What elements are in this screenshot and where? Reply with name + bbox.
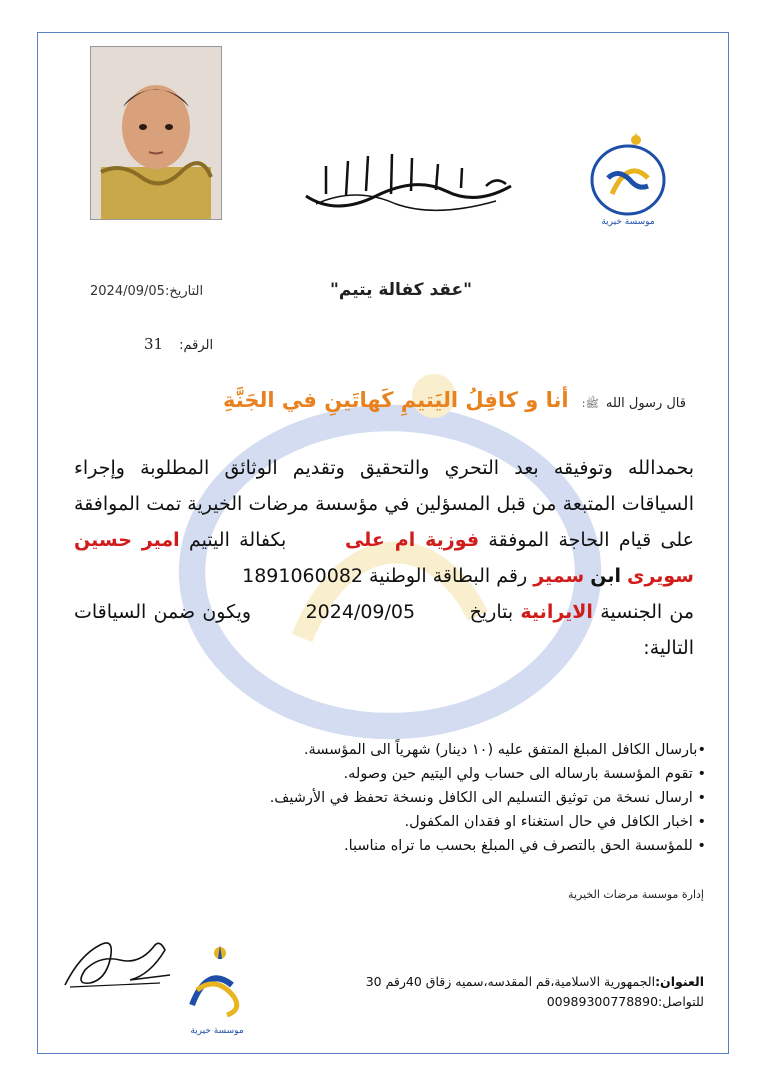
- contract-body: [74, 450, 694, 666]
- address-label: العنوان:: [655, 974, 704, 989]
- orphan-photo: [90, 46, 222, 220]
- conditions-list: [86, 738, 706, 858]
- number-label: الرقم:: [179, 338, 214, 353]
- salutation-icon: ﷺ:: [581, 397, 599, 410]
- sponsorship-date: 2024/09/05: [305, 601, 416, 623]
- condition-item: • تقوم المؤسسة بارساله الى حساب ولي اليتيم حين وصوله.: [343, 766, 706, 782]
- father-name: سمير: [533, 565, 585, 587]
- number-value: 31: [144, 335, 164, 353]
- hadith-prefix: قال رسول الله: [605, 396, 686, 411]
- address-value: الجمهورية الاسلامية،قم المقدسه،سميه زقاق 40رقم 30: [365, 974, 656, 989]
- orphan-name: امير حسين سويرى: [74, 529, 694, 587]
- id-number: 1891060082: [242, 565, 363, 587]
- contract-number: [144, 335, 213, 353]
- nationality: الايرانية: [520, 601, 593, 623]
- date-value: 2024/09/05: [90, 284, 165, 299]
- address-line: [366, 972, 704, 992]
- phone-number: 00989300778890: [546, 994, 659, 1009]
- admin-signature-label: إدارة موسسة مرضات الخيرية: [568, 888, 704, 901]
- signature: [60, 925, 175, 1005]
- date-label: التاريخ:: [164, 284, 204, 299]
- basmala-calligraphy: [296, 146, 521, 218]
- charity-logo: [578, 118, 688, 230]
- condition-item: • اخبار الكافل في حال استغناء او فقدان المكفول.: [404, 814, 706, 830]
- condition-item: • ارسال نسخة من توثيق التسليم الى الكافل ونسخة تحفظ في الأرشيف.: [269, 790, 706, 806]
- son-of: ابن: [590, 565, 621, 587]
- nationality-prefix: من الجنسية: [600, 601, 695, 623]
- condition-item: • للمؤسسة الحق بالتصرف في المبلغ بحسب ما تراه مناسبا.: [343, 838, 706, 854]
- body-sponsorship: بكفالة اليتيم: [188, 529, 287, 551]
- condition-item: •بارسال الكافل المبلغ المتفق عليه (١٠ دينار) شهرياً الى المؤسسة.: [303, 742, 706, 758]
- body-closing: ويكون ضمن السياقات التالية:: [74, 601, 694, 659]
- stamp-subtitle: موسسة خيرية: [190, 1026, 244, 1036]
- contract-date: [90, 284, 203, 299]
- hadith-quote: أنا و كافِلُ اليَتيمِ كَهاتَينِ في الجَنَّةِ: [223, 388, 569, 412]
- logo-subtitle: موسسة خيرية: [601, 217, 655, 227]
- contract-title: "عقد كفالة يتيم": [330, 280, 473, 300]
- body-intro: بحمدالله وتوفيقه بعد التحري والتحقيق وتقديم الوثائق المطلوبة وإجراء السياقات المتبعة من قبل المسؤلين في مؤسسة مرضات الخيرية تمت الموافقة على قيام الحاجة الموفقة: [74, 457, 694, 551]
- charity-stamp-logo: [172, 935, 262, 1040]
- guardian-name: فوزية ام على: [344, 529, 480, 551]
- hadith-line: [223, 388, 686, 413]
- id-label: رقم البطاقة الوطنية: [369, 565, 528, 587]
- date-prefix: بتاريخ: [469, 601, 514, 623]
- contact-line: [366, 992, 704, 1012]
- footer-contact: [366, 972, 704, 1012]
- contact-label: للتواصل:: [658, 994, 704, 1009]
